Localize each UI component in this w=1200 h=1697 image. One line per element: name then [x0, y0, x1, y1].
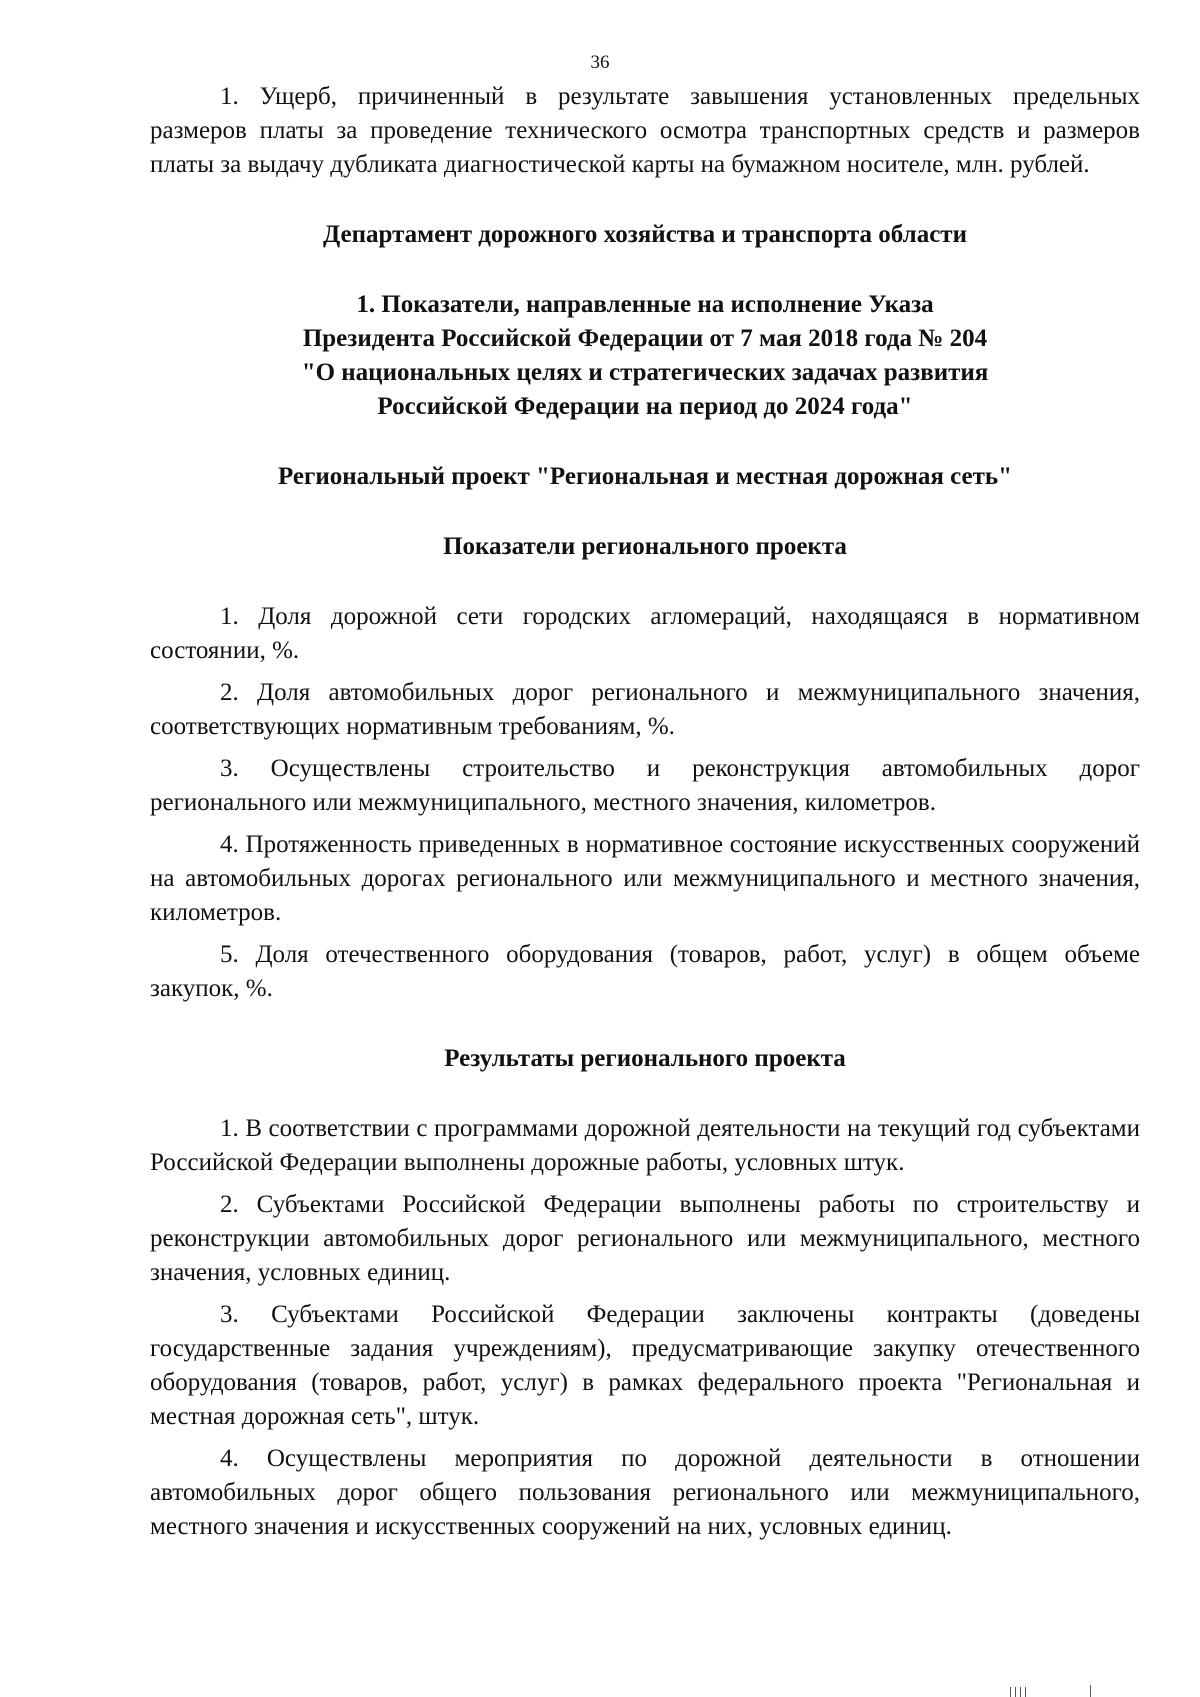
results-list — [150, 1112, 1140, 1544]
result-item: 4. Осуществлены мероприятия по дорожной деятельности в отношении автомобильных дорог общего пользования регионального или межмуниципального, местного значения и искусственных сооружений на них, условных единиц. — [150, 1445, 1140, 1540]
result-item: 1. В соответствии с программами дорожной деятельности на текущий год субъектами Российской Федерации выполнены дорожные работы, условных штук. — [150, 1115, 1140, 1176]
decree-heading-line: Российской Федерации на период до 2024 года" — [377, 393, 913, 420]
indicator-item: 3. Осуществлены строительство и реконструкция автомобильных дорог регионального или межмуниципального, местного значения, километров. — [150, 755, 1140, 816]
result-item: 3. Субъектами Российской Федерации заключены контракты (доведены государственные задания учреждениям), предусматривающие закупку отечественного оборудования (товаров, работ, услуг) в рамках федерального проекта "Региональная и местная дорожная сеть", штук. — [150, 1301, 1140, 1430]
indicator-item: 4. Протяженность приведенных в нормативное состояние искусственных сооружений на автомобильных дорогах регионального или межмуниципального и местного значения, километров. — [150, 831, 1140, 926]
decree-heading — [150, 288, 1140, 424]
decree-heading-line: 1. Показатели, направленные на исполнение Указа — [356, 291, 934, 318]
indicator-item: 5. Доля отечественного оборудования (товаров, работ, услуг) в общем объеме закупок, %. — [150, 941, 1140, 1002]
intro-paragraph: 1. Ущерб, причиненный в результате завышения установленных предельных размеров платы за проведение технического осмотра транспортных средств и размеров платы за выдачу дубликата диагностической карты на бумажном носителе, млн. рублей. — [150, 83, 1140, 178]
indicator-item: 1. Доля дорожной сети городских агломераций, находящаяся в нормативном состоянии, %. — [150, 603, 1140, 664]
decree-heading-line: "О национальных целях и стратегических задачах развития — [301, 359, 989, 386]
indicator-item: 2. Доля автомобильных дорог регионального и межмуниципального значения, соответствующих нормативным требованиям, %. — [150, 679, 1140, 740]
page-number: 36 — [590, 52, 610, 73]
document-body — [150, 80, 1140, 1544]
project-heading: Региональный проект "Региональная и местная дорожная сеть" — [277, 463, 1013, 490]
result-item: 2. Субъектами Российской Федерации выполнены работы по строительству и реконструкции автомобильных дорог регионального или межмуниципального, местного значения, условных единиц. — [150, 1191, 1140, 1286]
department-heading: Департамент дорожного хозяйства и транспорта области — [323, 221, 967, 248]
indicators-heading: Показатели регионального проекта — [443, 533, 847, 560]
decree-heading-line: Президента Российской Федерации от 7 мая 2018 года № 204 — [302, 325, 988, 352]
scan-edge-marks — [1000, 1682, 1200, 1697]
indicators-list — [150, 600, 1140, 1006]
results-heading: Результаты регионального проекта — [444, 1045, 846, 1072]
